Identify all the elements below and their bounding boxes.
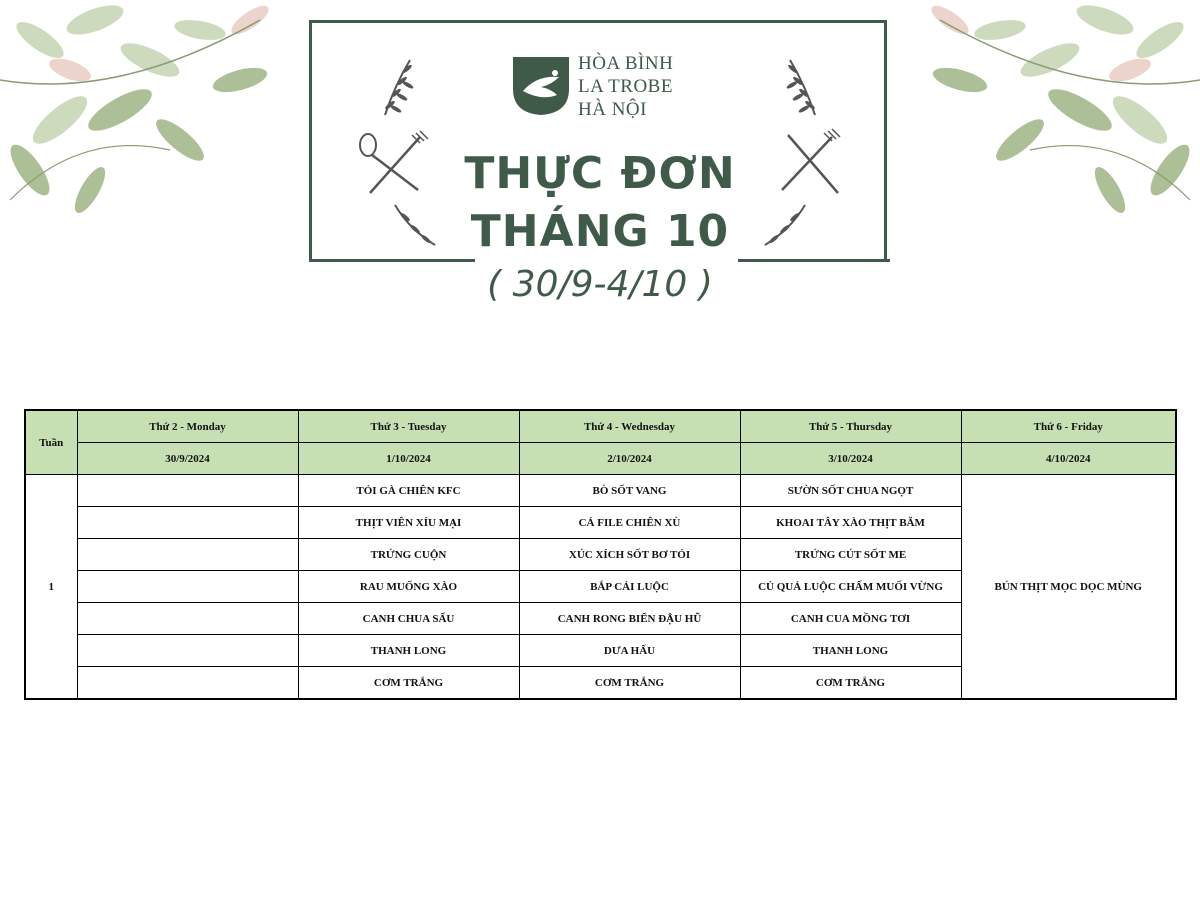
menu-cell-thu: CƠM TRẮNG <box>740 667 961 700</box>
menu-table <box>24 409 1177 700</box>
menu-cell-tue: CƠM TRẮNG <box>298 667 519 700</box>
menu-cell-thu: SƯỜN SỐT CHUA NGỌT <box>740 475 961 507</box>
foliage-right-decoration <box>900 0 1200 230</box>
day-header-tue: Thứ 3 - Tuesday <box>298 410 519 443</box>
brand-name <box>578 52 673 121</box>
week-header: Tuần <box>25 410 77 475</box>
brand-line-3: HÀ NỘI <box>578 99 647 120</box>
date-fri: 4/10/2024 <box>961 443 1176 475</box>
menu-cell-mon <box>77 603 298 635</box>
date-thu: 3/10/2024 <box>740 443 961 475</box>
menu-cell-thu: TRỨNG CÚT SỐT ME <box>740 539 961 571</box>
menu-cell-thu: KHOAI TÂY XÀO THỊT BĂM <box>740 507 961 539</box>
menu-cell-mon <box>77 475 298 507</box>
menu-cell-mon <box>77 635 298 667</box>
menu-title-line-2: THÁNG 10 <box>470 206 730 257</box>
menu-cell-mon <box>77 539 298 571</box>
date-mon: 30/9/2024 <box>77 443 298 475</box>
menu-cell-tue: RAU MUỐNG XÀO <box>298 571 519 603</box>
menu-cell-thu: THANH LONG <box>740 635 961 667</box>
foliage-left-decoration <box>0 0 300 230</box>
menu-cell-tue: THANH LONG <box>298 635 519 667</box>
menu-cell-wed: CƠM TRẮNG <box>519 667 740 700</box>
menu-cell-fri: BÚN THỊT MỌC DỌC MÙNG <box>961 475 1176 700</box>
menu-cell-wed: BÒ SỐT VANG <box>519 475 740 507</box>
brand-line-1: HÒA BÌNH <box>578 53 674 74</box>
date-wed: 2/10/2024 <box>519 443 740 475</box>
school-logo-icon <box>511 55 571 117</box>
menu-cell-mon <box>77 667 298 700</box>
table-header-row <box>25 410 1176 443</box>
day-header-mon: Thứ 2 - Monday <box>77 410 298 443</box>
menu-cell-wed: DƯA HẤU <box>519 635 740 667</box>
day-header-fri: Thứ 6 - Friday <box>961 410 1176 443</box>
menu-cell-wed: XÚC XÍCH SỐT BƠ TỎI <box>519 539 740 571</box>
menu-cell-tue: TRỨNG CUỘN <box>298 539 519 571</box>
menu-cell-mon <box>77 507 298 539</box>
menu-cell-wed: CANH RONG BIỂN ĐẬU HŨ <box>519 603 740 635</box>
day-header-thu: Thứ 5 - Thursday <box>740 410 961 443</box>
menu-cell-thu: CỦ QUẢ LUỘC CHẤM MUỐI VỪNG <box>740 571 961 603</box>
menu-cell-tue: CANH CHUA SẤU <box>298 603 519 635</box>
date-range: ( 30/9-4/10 ) <box>487 264 713 305</box>
menu-cell-thu: CANH CUA MỒNG TƠI <box>740 603 961 635</box>
menu-cell-wed: BẮP CẢI LUỘC <box>519 571 740 603</box>
menu-cell-tue: THỊT VIÊN XÍU MẠI <box>298 507 519 539</box>
brand-line-2: LA TROBE <box>578 76 673 97</box>
table-date-row <box>25 443 1176 475</box>
date-tue: 1/10/2024 <box>298 443 519 475</box>
menu-cell-wed: CÁ FILE CHIÊN XÙ <box>519 507 740 539</box>
week-number: 1 <box>25 475 77 700</box>
table-row <box>25 475 1176 507</box>
menu-title-line-1: THỰC ĐƠN <box>464 148 736 199</box>
menu-cell-tue: TỎI GÀ CHIÊN KFC <box>298 475 519 507</box>
day-header-wed: Thứ 4 - Wednesday <box>519 410 740 443</box>
menu-cell-mon <box>77 571 298 603</box>
